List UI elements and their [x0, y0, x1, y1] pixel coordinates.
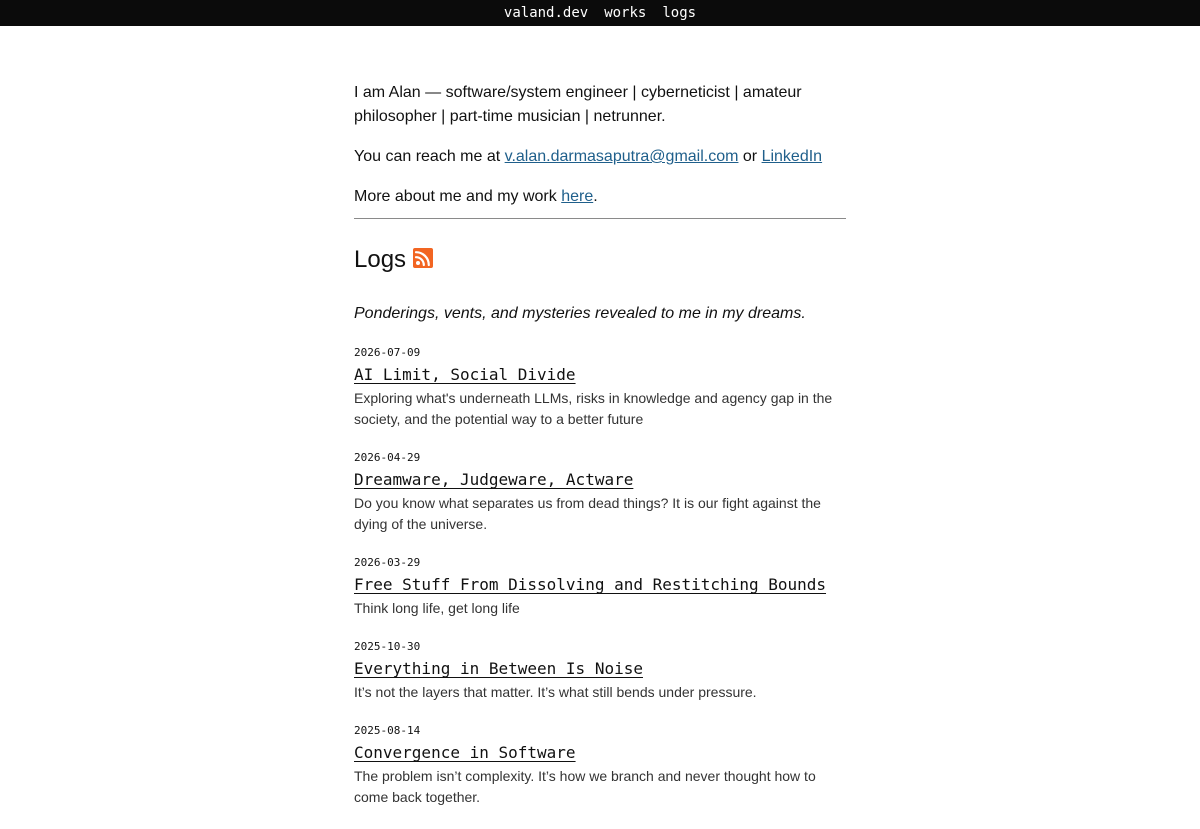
log-entry [354, 451, 846, 535]
top-nav [0, 0, 1200, 26]
log-entry-title-link[interactable]: Everything in Between Is Noise [354, 659, 643, 678]
log-entry-date: 2026-03-29 [354, 556, 421, 569]
log-entry [354, 346, 846, 430]
log-entry-description: The problem isn’t complexity. It’s how we branch and never thought how to come back together. [354, 768, 816, 805]
email-link[interactable]: v.alan.darmasaputra@gmail.com [504, 148, 739, 165]
log-entry-title-link[interactable]: AI Limit, Social Divide [354, 365, 576, 384]
log-entry [354, 640, 846, 703]
log-entry-title-link[interactable]: Convergence in Software [354, 743, 576, 762]
nav-logs-link[interactable]: logs [662, 5, 697, 21]
log-entry-description: Exploring what's underneath LLMs, risks in knowledge and agency gap in the society, and the potential way to a better future [354, 390, 833, 427]
log-entry-date: 2026-04-29 [354, 451, 421, 464]
contact-prefix: You can reach me at [354, 148, 505, 165]
linkedin-link[interactable]: LinkedIn [761, 148, 823, 165]
logs-heading-text: Logs [354, 246, 407, 273]
contact-line [354, 145, 846, 169]
log-entry-date: 2025-08-14 [354, 724, 421, 737]
log-entry-description: Do you know what separates us from dead things? It is our fight against the dying of the universe. [354, 495, 821, 532]
log-list [354, 346, 846, 808]
logs-tagline: Ponderings, vents, and mysteries revealed to me in my dreams. [354, 305, 806, 322]
contact-or: or [738, 148, 762, 165]
log-entry-title-link[interactable]: Dreamware, Judgeware, Actware [354, 470, 634, 489]
rss-icon-graphic [413, 248, 433, 268]
more-prefix: More about me and my work [354, 188, 562, 205]
log-entry-title-link[interactable]: Free Stuff From Dissolving and Restitching Bounds [354, 575, 827, 594]
more-line [354, 185, 846, 209]
log-entry-date: 2026-07-09 [354, 346, 421, 359]
log-entry-description: It’s not the layers that matter. It’s what still bends under pressure. [354, 684, 757, 700]
log-entry-date: 2025-10-30 [354, 640, 421, 653]
logs-heading [354, 246, 846, 274]
log-entry [354, 724, 846, 808]
log-entry-description: Think long life, get long life [354, 600, 520, 616]
section-divider [354, 218, 846, 219]
intro-section [354, 81, 846, 209]
nav-home-link[interactable]: valand.dev [503, 5, 589, 21]
rss-icon[interactable] [413, 247, 433, 267]
bio-text: I am Alan — software/system engineer | cyberneticist | amateur philosopher | part-time musician | netrunner. [354, 84, 802, 125]
more-suffix: . [593, 188, 598, 205]
main-content [354, 80, 846, 829]
log-entry [354, 556, 846, 619]
more-here-link[interactable]: here [561, 188, 594, 205]
nav-works-link[interactable]: works [604, 5, 647, 21]
